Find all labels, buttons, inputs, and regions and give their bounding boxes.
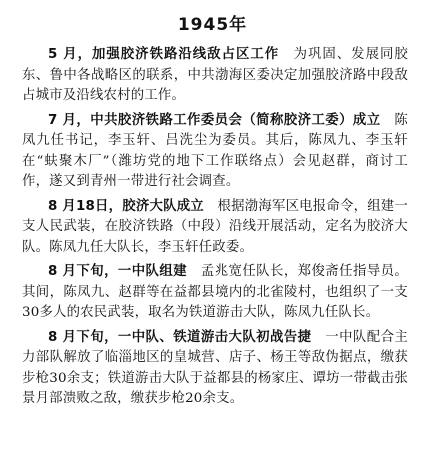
entry-july bbox=[22, 111, 408, 193]
entry-body: 为巩固、发展同胶东、鲁中各战略区的联系，中共渤海区委决定加强胶济路中段敌占城市及沿线农村的工作。 bbox=[22, 47, 408, 103]
entry-body: 根据渤海军区电报命令，组建一支人民武装，在胶济铁路（中段）沿线开展活动，定名为胶济大队。陈凤九任大队长，李玉轩任政委。 bbox=[22, 198, 409, 255]
entry-heading: 7 月，中共胶济铁路工作委员会（简称胶济工委）成立 bbox=[48, 112, 381, 128]
year-title: 1945年 bbox=[177, 15, 248, 35]
entry-aug-late-1 bbox=[22, 262, 408, 324]
entry-may bbox=[22, 45, 408, 107]
entry-heading: 8 月18日，胶济大队成立 bbox=[48, 198, 204, 214]
entry-heading: 5 月，加强胶济铁路沿线敌占区工作 bbox=[48, 47, 280, 62]
entry-heading: 8 月下旬，一中队组建 bbox=[48, 264, 188, 279]
entry-aug-18 bbox=[22, 197, 408, 259]
entry-body: 孟兆宽任队长，郑俊斋任指导员。其间，陈凤九、赵群等在益都县境内的北雀陵村，也组织了一支30多人的农民武装，取名为铁道游击大队，陈凤九任队长。 bbox=[22, 264, 409, 320]
entry-body: 一中队配合主力部队解放了临淄地区的皇城营、店子、杨王等敌伪据点，缴获步枪30余支；铁道游击大队于益都县的杨家庄、谭坊一带截击张景月部溃败之敌，缴获步枪20余支。 bbox=[22, 329, 408, 406]
entry-aug-late-2 bbox=[22, 328, 408, 410]
entry-heading: 8 月下旬，一中队、铁道游击大队初战告捷 bbox=[48, 329, 312, 345]
entry-body: 陈凤九任书记，李玉轩、吕洗尘为委员。其后，陈凤九、李玉轩在“蚨聚木厂”（潍坊党的地下工作联络点）会见赵群，商讨工作，遂又到青州一带进行社会调查。 bbox=[22, 112, 408, 189]
chronicle-entries bbox=[22, 45, 408, 414]
